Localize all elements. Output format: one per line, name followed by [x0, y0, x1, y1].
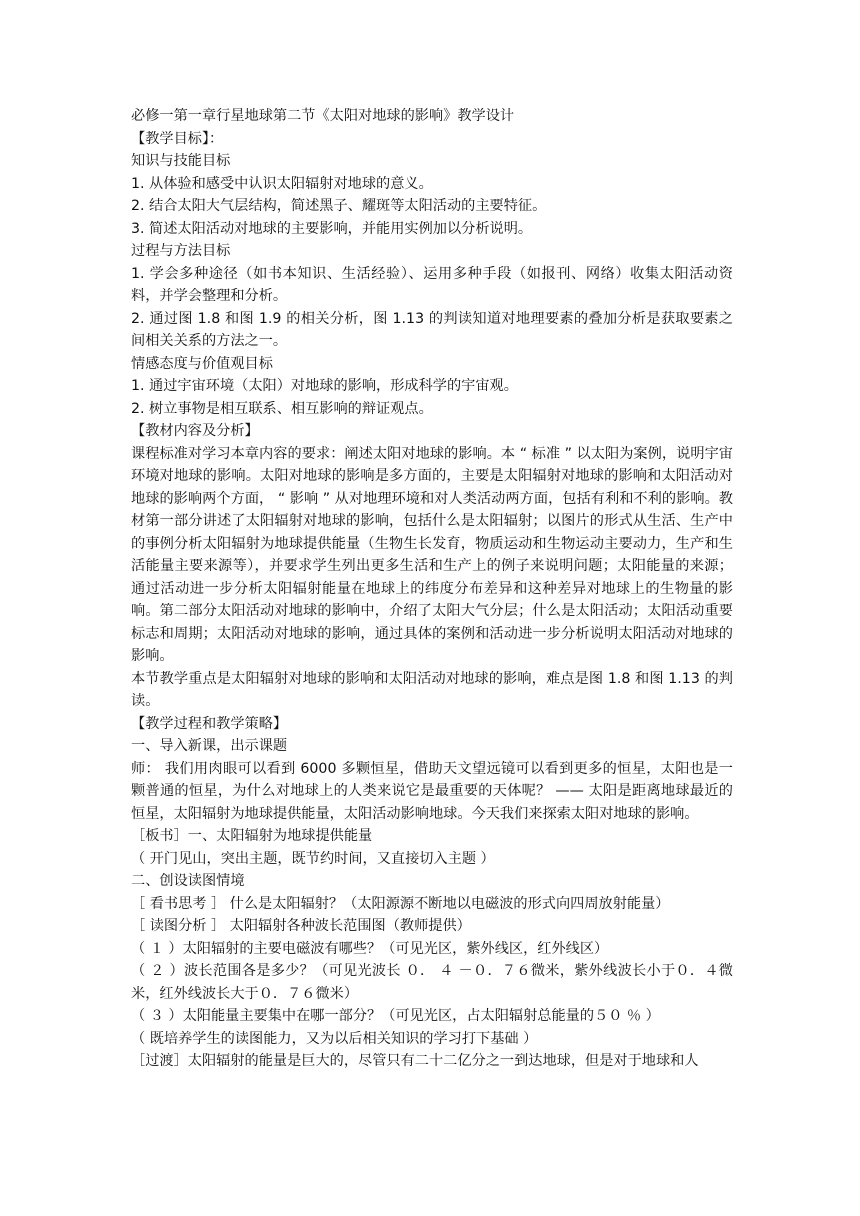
- key-points-paragraph: 本节教学重点是太阳辐射对地球的影响和太阳活动对地球的影响，难点是图 1.8 和图 1.13 的判读。: [131, 670, 733, 709]
- document-title: 必修一第一章行星地球第二节《太阳对地球的影响》教学设计: [131, 108, 515, 124]
- step-heading: 一、导入新课，出示课题: [131, 738, 288, 754]
- goal-item: 1. 学会多种途径（如书本知识、生活经验）、运用多种手段（如报刊、网络）收集太阳活动资料，并学会整理和分析。: [131, 265, 733, 304]
- section-heading-teaching-goals: 【教学目标】：: [131, 130, 224, 147]
- section-heading-content-analysis: 【教材内容及分析】: [131, 423, 259, 439]
- question-line: （ ３ ）太阳能量主要集中在哪一部分？（可见光区，占太阳辐射总能量的５０ ％ ）: [131, 1008, 660, 1024]
- subheading-process-methods: 过程与方法目标: [131, 243, 231, 259]
- teacher-paragraph: 师： 我们用肉眼可以看到 6000 多颗恒星，借助天文望远镜可以看到更多的恒星，太阳也是一颗普通的恒星，为什么对地球上的人类来说它是最重要的天体呢？ —— 太阳是距离地球最近的恒星，太阳辐射为地球提供能量，太阳活动影响地球。今天我们来探索太阳对地球的影响。: [131, 760, 733, 822]
- question-line: ［ 读图分析 ］ 太阳辐射各种波长范围图（教师提供）: [131, 918, 471, 934]
- goal-item: 2. 结合太阳大气层结构，简述黑子、耀斑等太阳活动的主要特征。: [131, 198, 547, 214]
- goal-item: 1. 通过宇宙环境（太阳）对地球的影响，形成科学的宇宙观。: [131, 378, 518, 394]
- step-heading: 二、创设读图情境: [131, 873, 245, 889]
- content-analysis-paragraph: 课程标准对学习本章内容的要求：阐述太阳对地球的影响。本 “ 标准 ” 以太阳为案例，说明宇宙环境对地球的影响。太阳对地球的影响是多方面的，主要是太阳辐射对地球的影响和太阳活动对地球的影响两个方面， “ 影响 ” 从对地理环境和对人类活动两方面，包括有利和不利的影响。教材第一部分讲述了太阳辐射对地球的影响，包括什么是太阳辐射；以图片的形式从生活、生产中的事例分析太阳辐射为地球提供能量（生物生长发育，物质运动和生物运动主要动力，生产和生活能量主要来源等），并要求学生列出更多生活和生产上的例子来说明问题；太阳能量的来源；通过活动进一步分析太阳辐射能量在地球上的纬度分布差异和这种差异对地球上的生物量的影响。第二部分太阳活动对地球的影响中，介绍了太阳大气分层；什么是太阳活动；太阳活动重要标志和周期；太阳活动对地球的影响，通过具体的案例和活动进一步分析说明太阳活动对地球的影响。: [131, 445, 733, 664]
- goal-item: 2. 通过图 1.8 和图 1.9 的相关分析，图 1.13 的判读知道对地理要素的叠加分析是获取要素之间相关关系的方法之一。: [131, 310, 733, 349]
- note-line: （ 既培养学生的读图能力，又为以后相关知识的学习打下基础 ）: [131, 1030, 538, 1047]
- goal-item: 3. 简述太阳活动对地球的主要影响，并能用实例加以分析说明。: [131, 220, 533, 237]
- question-line: ［ 看书思考 ］ 什么是太阳辐射？（太阳源源不断地以电磁波的形式向四周放射能量）: [131, 895, 670, 912]
- question-line: （ １ ）太阳辐射的主要电磁波有哪些？（可见光区，紫外线区，红外线区）: [131, 940, 609, 957]
- goal-item: 1. 从体验和感受中认识太阳辐射对地球的意义。: [131, 175, 433, 192]
- subheading-emotion-values: 情感态度与价值观目标: [131, 355, 273, 372]
- question-line: （ ２ ）波长范围各是多少？（可见光波长 ０． ４ －０．７６微米，紫外线波长小于０．４微米，红外线波长大于０．７６微米）: [131, 963, 733, 1002]
- document-page: [131, 105, 733, 1073]
- section-heading-teaching-process: 【教学过程和教学策略】: [131, 715, 288, 732]
- goal-item: 2. 树立事物是相互联系、相互影响的辩证观点。: [131, 400, 433, 417]
- transition-line: ［过渡］太阳辐射的能量是巨大的，尽管只有二十二亿分之一到达地球，但是对于地球和人: [131, 1053, 699, 1069]
- subheading-knowledge-skills: 知识与技能目标: [131, 153, 231, 169]
- board-note: ［板书］一、太阳辐射为地球提供能量: [131, 828, 373, 844]
- note-line: （ 开门见山，突出主题，既节约时间，又直接切入主题 ）: [131, 850, 495, 867]
